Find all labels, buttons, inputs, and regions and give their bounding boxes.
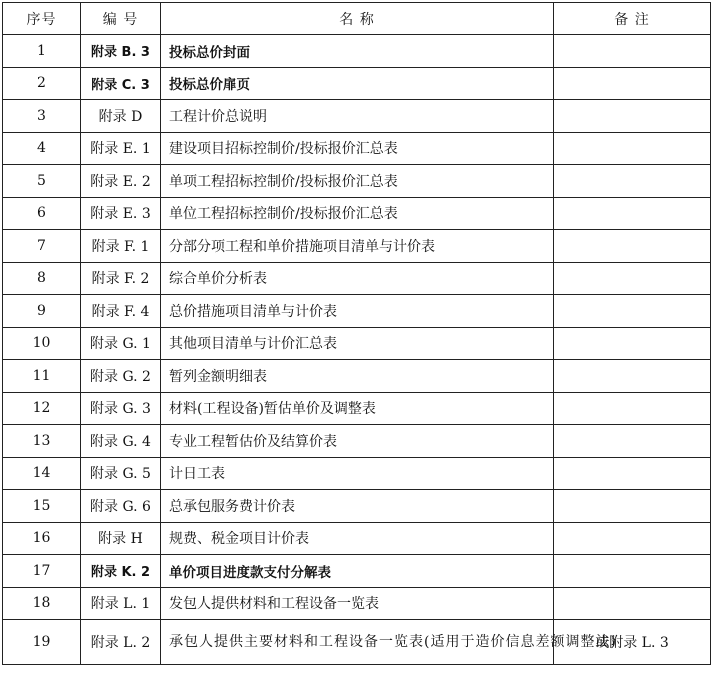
cell-code: 附录 G. 1: [81, 327, 161, 360]
table-row: [3, 35, 711, 68]
cell-note: [554, 295, 711, 328]
table-row: [3, 360, 711, 393]
cell-serial-number: 14: [3, 457, 81, 490]
cell-code: 附录 L. 2: [81, 620, 161, 665]
cell-code: 附录 G. 4: [81, 425, 161, 458]
table-row: [3, 230, 711, 263]
cell-note: [554, 262, 711, 295]
cell-code: 附录 G. 5: [81, 457, 161, 490]
cell-note: [554, 230, 711, 263]
cell-serial-number: 4: [3, 132, 81, 165]
cell-code: 附录 G. 6: [81, 490, 161, 523]
cell-code: 附录 B. 3: [81, 35, 161, 68]
cell-code: 附录 E. 2: [81, 165, 161, 198]
cell-code: 附录 C. 3: [81, 67, 161, 100]
cell-name: 其他项目清单与计价汇总表: [161, 327, 554, 360]
cell-name: 暂列金额明细表: [161, 360, 554, 393]
cell-serial-number: 3: [3, 100, 81, 133]
cell-name: 单项工程招标控制价/投标报价汇总表: [161, 165, 554, 198]
cell-note: [554, 35, 711, 68]
cell-code: 附录 G. 3: [81, 392, 161, 425]
cell-name: 材料(工程设备)暂估单价及调整表: [161, 392, 554, 425]
cell-name: 总承包服务费计价表: [161, 490, 554, 523]
cell-serial-number: 1: [3, 35, 81, 68]
cell-name: 单价项目进度款支付分解表: [161, 555, 554, 588]
cell-note: [554, 555, 711, 588]
table-row: [3, 262, 711, 295]
cell-serial-number: 5: [3, 165, 81, 198]
cell-name: 分部分项工程和单价措施项目清单与计价表: [161, 230, 554, 263]
cell-name: 建设项目招标控制价/投标报价汇总表: [161, 132, 554, 165]
table-row: [3, 620, 711, 665]
header-note: 备 注: [554, 3, 711, 35]
cell-name: 投标总价扉页: [161, 67, 554, 100]
cell-name: 专业工程暂估价及结算价表: [161, 425, 554, 458]
cell-note: 或附录 L. 3: [554, 620, 711, 665]
cell-serial-number: 18: [3, 587, 81, 620]
cell-name: 承包人提供主要材料和工程设备一览表(适用于造价信息差额调整法): [161, 620, 554, 665]
table-row: [3, 522, 711, 555]
cell-name: 总价措施项目清单与计价表: [161, 295, 554, 328]
cell-code: 附录 F. 4: [81, 295, 161, 328]
cell-name: 规费、税金项目计价表: [161, 522, 554, 555]
cell-note: [554, 132, 711, 165]
cell-serial-number: 19: [3, 620, 81, 665]
cell-serial-number: 9: [3, 295, 81, 328]
cell-code: 附录 L. 1: [81, 587, 161, 620]
table-row: [3, 555, 711, 588]
cell-name: 工程计价总说明: [161, 100, 554, 133]
cell-name: 投标总价封面: [161, 35, 554, 68]
table-row: [3, 67, 711, 100]
table-row: [3, 100, 711, 133]
header-name: 名 称: [161, 3, 554, 35]
cell-code: 附录 H: [81, 522, 161, 555]
header-serial-number: 序号: [3, 3, 81, 35]
header-code: 编 号: [81, 3, 161, 35]
cell-serial-number: 12: [3, 392, 81, 425]
table-row: [3, 132, 711, 165]
cell-serial-number: 10: [3, 327, 81, 360]
cell-note: [554, 522, 711, 555]
cell-serial-number: 15: [3, 490, 81, 523]
cell-serial-number: 13: [3, 425, 81, 458]
cell-code: 附录 F. 1: [81, 230, 161, 263]
cell-code: 附录 G. 2: [81, 360, 161, 393]
cell-note: [554, 327, 711, 360]
cell-note: [554, 165, 711, 198]
cell-name: 计日工表: [161, 457, 554, 490]
table-row: [3, 490, 711, 523]
cell-serial-number: 16: [3, 522, 81, 555]
cell-code: 附录 E. 3: [81, 197, 161, 230]
cell-code: 附录 E. 1: [81, 132, 161, 165]
table-row: [3, 425, 711, 458]
cell-serial-number: 11: [3, 360, 81, 393]
table-row: [3, 327, 711, 360]
table-row: [3, 457, 711, 490]
cell-serial-number: 8: [3, 262, 81, 295]
table-header-row: [3, 3, 711, 35]
cell-serial-number: 6: [3, 197, 81, 230]
cell-code: 附录 D: [81, 100, 161, 133]
table-row: [3, 587, 711, 620]
cell-name: 单位工程招标控制价/投标报价汇总表: [161, 197, 554, 230]
cell-note: [554, 457, 711, 490]
cell-serial-number: 17: [3, 555, 81, 588]
table-row: [3, 392, 711, 425]
cell-note: [554, 67, 711, 100]
cell-name: 综合单价分析表: [161, 262, 554, 295]
cell-note: [554, 392, 711, 425]
cell-note: [554, 100, 711, 133]
cell-note: [554, 587, 711, 620]
cell-code: 附录 F. 2: [81, 262, 161, 295]
cell-note: [554, 360, 711, 393]
cell-note: [554, 490, 711, 523]
cell-name: 发包人提供材料和工程设备一览表: [161, 587, 554, 620]
table-row: [3, 197, 711, 230]
table-body: [3, 35, 711, 665]
table-row: [3, 295, 711, 328]
cell-code: 附录 K. 2: [81, 555, 161, 588]
cell-serial-number: 2: [3, 67, 81, 100]
table-row: [3, 165, 711, 198]
cell-note: [554, 197, 711, 230]
cell-serial-number: 7: [3, 230, 81, 263]
cell-note: [554, 425, 711, 458]
appendix-index-table: [2, 2, 711, 665]
